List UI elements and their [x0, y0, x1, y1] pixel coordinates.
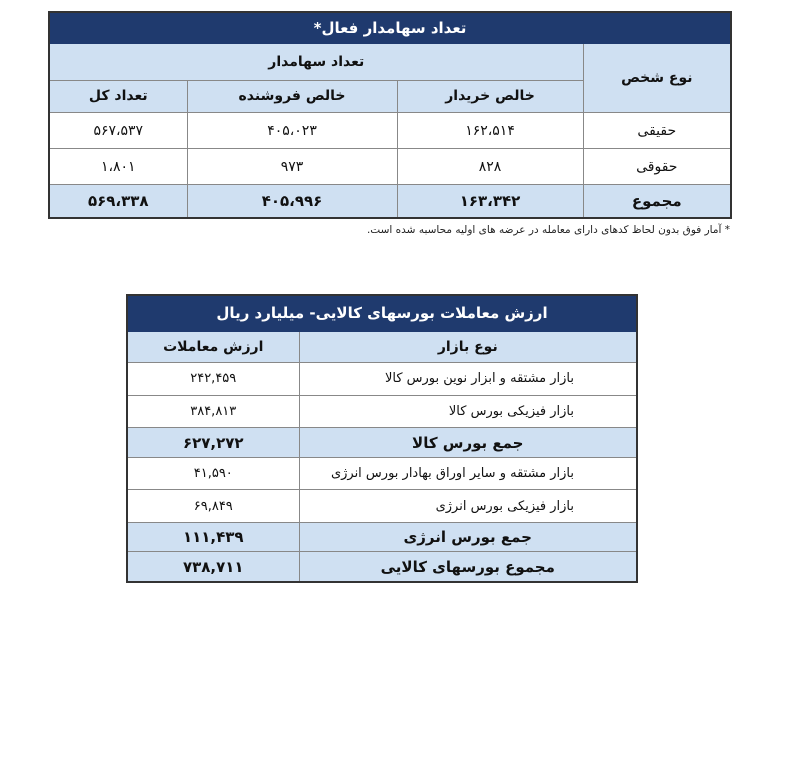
table-row — [127, 457, 637, 490]
cell-net-buyers: ۱۶۲،۵۱۴ — [397, 113, 583, 149]
active-shareholders-table — [48, 11, 732, 219]
table2-title: ارزش معاملات بورسهای کالایی- میلیارد ریال — [127, 295, 637, 331]
subtotal-label: جمع بورس انرژی — [299, 522, 637, 552]
row-person-type: حقوقی — [583, 149, 731, 185]
total-net-sellers: ۴۰۵،۹۹۶ — [187, 185, 397, 218]
header-shareholder-count: تعداد سهامدار — [49, 43, 583, 80]
table1-title: تعداد سهامدار فعال* — [49, 12, 731, 43]
trade-value: ۲۴۲,۴۵۹ — [127, 363, 299, 396]
header-net-sellers: خالص فروشنده — [187, 80, 397, 113]
table-row — [127, 490, 637, 523]
cell-net-buyers: ۸۲۸ — [397, 149, 583, 185]
market-name: بازار فیزیکی بورس کالا — [299, 395, 637, 428]
market-name: بازار مشتقه و سایر اوراق بهادار بورس انرژی — [299, 457, 637, 490]
cell-total: ۵۶۷،۵۳۷ — [49, 113, 187, 149]
trade-value: ۴۱,۵۹۰ — [127, 457, 299, 490]
subtotal-value: ۱۱۱,۴۳۹ — [127, 522, 299, 552]
header-person-type: نوع شخص — [583, 43, 731, 113]
market-name: بازار فیزیکی بورس انرژی — [299, 490, 637, 523]
cell-net-sellers: ۹۷۳ — [187, 149, 397, 185]
total-row — [49, 185, 731, 218]
header-net-buyers: خالص خریدار — [397, 80, 583, 113]
market-name: بازار مشتقه و ابزار نوین بورس کالا — [299, 363, 637, 396]
commodity-exchange-value-table — [126, 294, 638, 583]
subtotal-value: ۶۲۷,۲۷۲ — [127, 428, 299, 458]
table-row — [49, 113, 731, 149]
trade-value: ۶۹,۸۴۹ — [127, 490, 299, 523]
header-market-type: نوع بازار — [299, 331, 637, 363]
subtotal-row — [127, 522, 637, 552]
total-label: مجموع — [583, 185, 731, 218]
subtotal-row — [127, 428, 637, 458]
cell-total: ۱،۸۰۱ — [49, 149, 187, 185]
trade-value: ۳۸۴,۸۱۳ — [127, 395, 299, 428]
cell-net-sellers: ۴۰۵،۰۲۳ — [187, 113, 397, 149]
total-net-buyers: ۱۶۳،۳۴۲ — [397, 185, 583, 218]
header-trade-value: ارزش معاملات — [127, 331, 299, 363]
row-person-type: حقیقی — [583, 113, 731, 149]
table-row — [49, 149, 731, 185]
table-row — [127, 363, 637, 396]
grand-total-row — [127, 552, 637, 582]
table-row — [127, 395, 637, 428]
header-total-count: تعداد کل — [49, 80, 187, 113]
grand-total-label: مجموع بورسهای کالایی — [299, 552, 637, 582]
grand-total-value: ۷۳۸,۷۱۱ — [127, 552, 299, 582]
subtotal-label: جمع بورس کالا — [299, 428, 637, 458]
footnote: * آمار فوق بدون لحاظ کدهای دارای معامله در عرضه های اولیه محاسبه شده است. — [366, 224, 730, 236]
total-count: ۵۶۹،۳۳۸ — [49, 185, 187, 218]
